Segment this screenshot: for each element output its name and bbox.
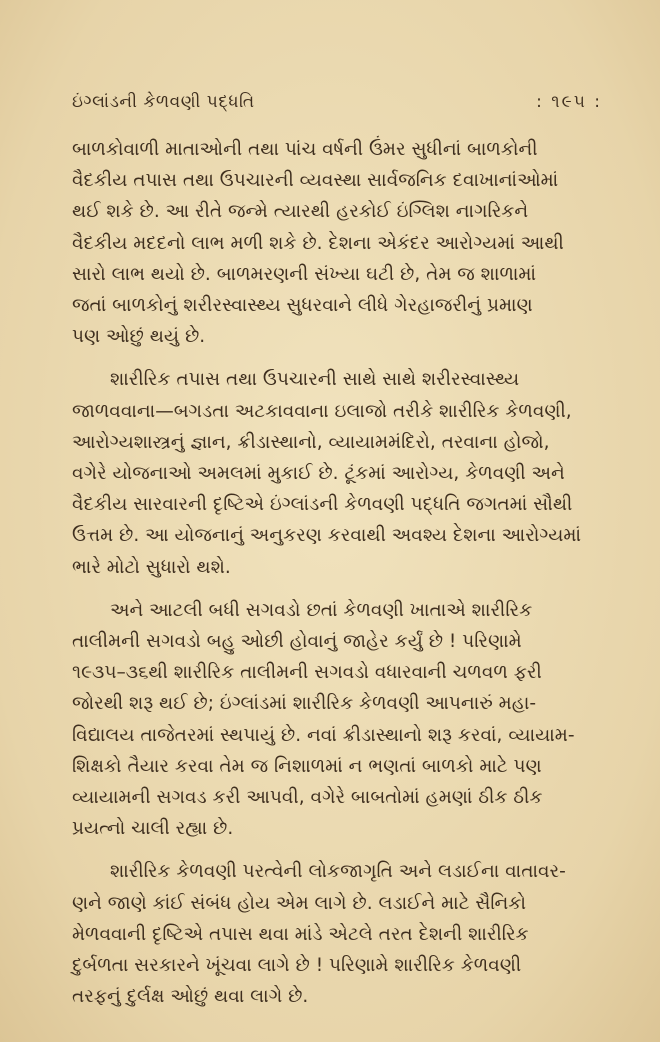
- text-line: સારો લાભ થયો છે. બાળમરણની સંખ્યા ઘટી છે, તેમ જ શાળામાં: [72, 263, 537, 285]
- page-body: [72, 134, 616, 1012]
- text-line: જતાં બાળકોનું શરીરસ્વાસ્થ્ય સુધરવાને લીધે ગેરહાજરીનું પ્રમાણ: [72, 295, 533, 317]
- text-line: વૈદકીય મદદનો લાભ મળી શકે છે. દેશના એકંદર આરોગ્યમાં આથી: [72, 232, 564, 254]
- text-line: બાળકોવાળી માતાઓની તથા પાંચ વર્ષની ઉંમર સુધીનાં બાળકોની: [72, 139, 538, 160]
- text-line: જોરથી શરૂ થઈ છે; ઇંગ્લાંડમાં શારીરિક કેળવણી આપનારું મહા-: [72, 693, 537, 715]
- paragraph: [72, 364, 616, 582]
- text-line: તરફનું દુર્લક્ષ ઓછું થવા લાગે છે.: [72, 986, 309, 1008]
- text-line: પણ ઓછું થયું છે.: [72, 326, 206, 348]
- paragraph: [72, 595, 616, 845]
- page-number: : ૧૯૫ :: [536, 92, 602, 112]
- running-title: ઇંગ્લાંડની કેળવણી પદ્ધતિ: [72, 92, 255, 112]
- paragraph: [72, 134, 616, 352]
- text-line: દુર્બળતા સરકારને ખૂંચવા લાગે છે ! પરિણામે શારીરિક કેળવણી: [72, 955, 522, 977]
- text-line: થઈ શકે છે. આ રીતે જન્મે ત્યારથી હરકોઈ ઇંગ્લિશ નાગરિકને: [72, 201, 529, 223]
- text-line: ઉત્તમ છે. આ યોજનાનું અનુકરણ કરવાથી અવશ્ય દેશના આરોગ્યમાં: [72, 525, 581, 547]
- text-line: ભારે મોટો સુધારો થશે.: [72, 556, 231, 578]
- text-line: શારીરિક તપાસ તથા ઉપચારની સાથે સાથે શરીરસ્વાસ્થ્ય: [110, 369, 520, 391]
- text-line: વગેરે યોજનાઓ અમલમાં મુકાઈ છે. ટૂંકમાં આરોગ્ય, કેળવણી અને: [72, 463, 565, 485]
- page-header: [72, 92, 616, 112]
- text-line: શિક્ષકો તૈયાર કરવા તેમ જ નિશાળમાં ન ભણતાં બાળકો માટે પણ: [72, 755, 542, 777]
- text-line: વૈદકીય તપાસ તથા ઉપચારની વ્યવસ્થા સાર્વજનિક દવાખાનાંઓમાં: [72, 170, 559, 192]
- text-line: અને આટલી બધી સગવડો છતાં કેળવણી ખાતાએ શારીરિક: [110, 599, 533, 621]
- text-line: ણને જાણે કાંઈ સંબંધ હોય એમ લાગે છે. લડાઈને માટે સૈનિકો: [72, 892, 526, 914]
- text-line: વ્યાયામની સગવડ કરી આપવી, વગેરે બાબતોમાં હમણાં ઠીક ઠીક: [72, 787, 543, 809]
- text-line: જાળવવાના—બગડતા અટકાવવાના ઇલાજો તરીકે શારીરિક કેળવણી,: [72, 400, 572, 422]
- text-line: ૧૯૩૫–૩૬થી શારીરિક તાલીમની સગવડો વધારવાની ચળવળ ફરી: [72, 662, 542, 684]
- text-line: તાલીમની સગવડો બહુ ઓછી હોવાનું જાહેર કર્યું છે ! પરિણામે: [72, 631, 522, 653]
- text-line: વિદ્યાલય તાજેતરમાં સ્થપાયું છે. નવાં ક્રીડાસ્થાનો શરૂ કરવાં, વ્યાયામ-: [72, 724, 575, 746]
- text-line: મેળવવાની દૃષ્ટિએ તપાસ થવા માંડે એટલે તરત દેશની શારીરિક: [72, 923, 529, 945]
- text-line: પ્રયત્નો ચાલી રહ્યા છે.: [72, 818, 234, 840]
- text-line: શારીરિક કેળવણી પરત્વેની લોકજાગૃતિ અને લડાઈના વાતાવર-: [110, 861, 566, 883]
- paragraph: [72, 856, 616, 1012]
- text-line: આરોગ્યશાસ્ત્રનું જ્ઞાન, ક્રીડાસ્થાનો, વ્યાયામમંદિરો, તરવાના હોજો,: [72, 431, 550, 453]
- text-line: વૈદકીય સારવારની દૃષ્ટિએ ઇંગ્લાંડની કેળવણી પદ્ધતિ જગતમાં સૌથી: [72, 494, 573, 516]
